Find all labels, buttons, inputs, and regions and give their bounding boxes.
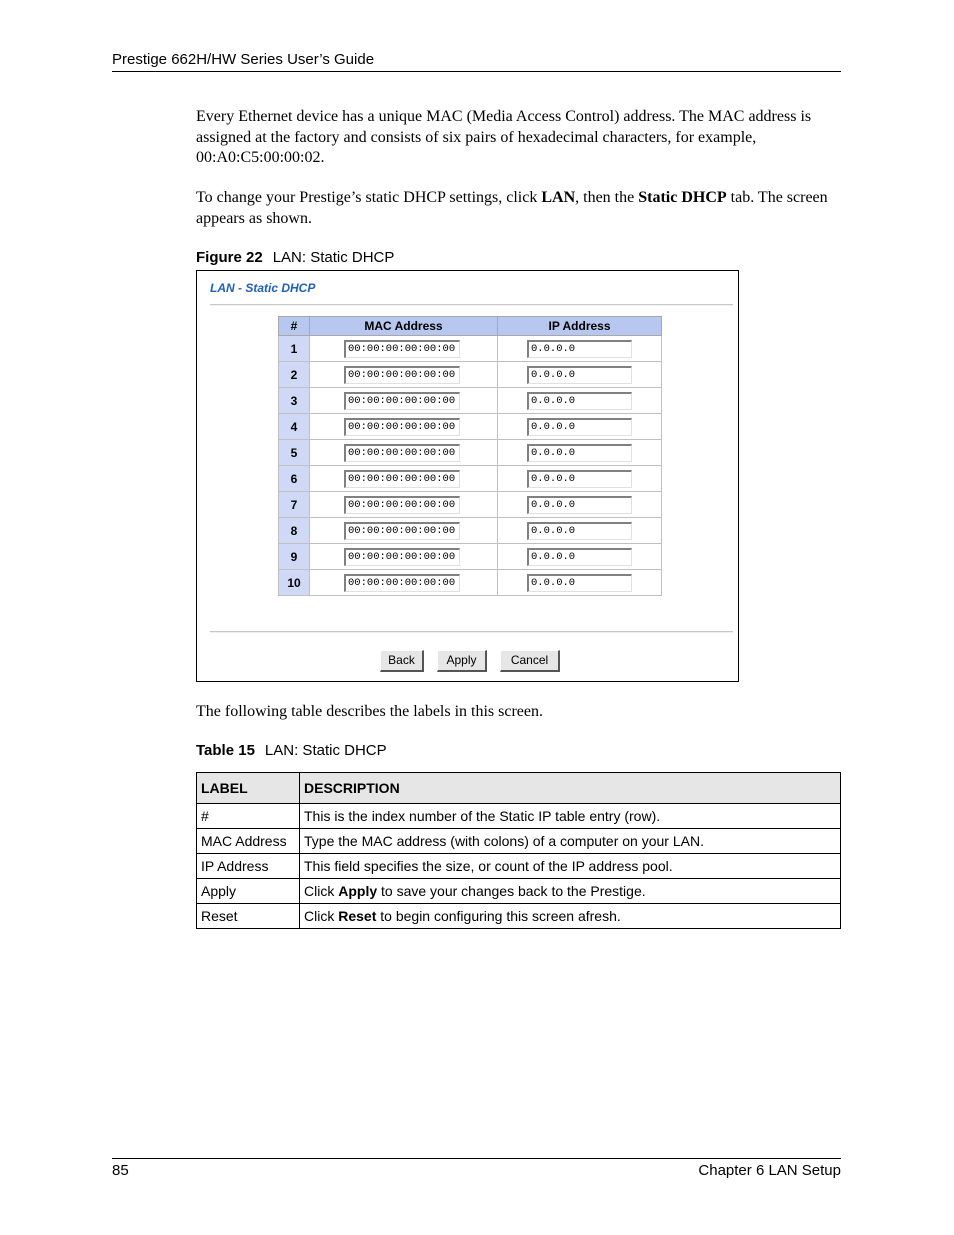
table-caption-text: LAN: Static DHCP	[264, 742, 387, 759]
figure-caption-text: LAN: Static DHCP	[272, 249, 395, 266]
table-row	[279, 440, 662, 466]
ip-cell	[498, 492, 662, 518]
mac-address-input[interactable]: 00:00:00:00:00:00	[344, 366, 460, 384]
label-cell: IP Address	[197, 854, 300, 879]
table-row	[279, 414, 662, 440]
figure-label: Figure 22	[196, 249, 263, 266]
mac-cell	[310, 518, 498, 544]
description-cell	[300, 854, 841, 879]
col-mac-header: MAC Address	[310, 317, 498, 336]
page-number: 85	[112, 1162, 129, 1179]
table-row	[197, 829, 841, 854]
text-run: to begin configuring this screen afresh.	[376, 908, 621, 924]
mac-cell	[310, 388, 498, 414]
label-cell: #	[197, 804, 300, 829]
ip-address-input[interactable]: 0.0.0.0	[527, 340, 632, 358]
mac-cell	[310, 492, 498, 518]
table-row	[279, 362, 662, 388]
cancel-button[interactable]: Cancel	[500, 650, 560, 672]
label-cell: Reset	[197, 904, 300, 929]
static-dhcp-header-row	[279, 317, 662, 336]
row-index: 2	[279, 362, 310, 388]
ip-cell	[498, 414, 662, 440]
row-index: 4	[279, 414, 310, 440]
col-index-header: #	[279, 317, 310, 336]
title-divider	[210, 304, 733, 306]
running-header: Prestige 662H/HW Series User’s Guide	[112, 51, 375, 68]
ip-address-input[interactable]: 0.0.0.0	[527, 548, 632, 566]
mac-cell	[310, 336, 498, 362]
table-row	[197, 854, 841, 879]
mac-address-input[interactable]: 00:00:00:00:00:00	[344, 574, 460, 592]
mac-cell	[310, 414, 498, 440]
text-run: This field specifies the size, or count of the IP address pool.	[304, 858, 673, 874]
text-run: , then the	[575, 189, 639, 206]
bold-term: Reset	[338, 908, 377, 924]
mac-cell	[310, 466, 498, 492]
ip-cell	[498, 388, 662, 414]
back-button[interactable]: Back	[380, 650, 424, 672]
table-row	[279, 518, 662, 544]
table-label: Table 15	[196, 742, 255, 759]
description-cell	[300, 904, 841, 929]
col-ip-header: IP Address	[498, 317, 662, 336]
ip-cell	[498, 544, 662, 570]
ip-address-input[interactable]: 0.0.0.0	[527, 444, 632, 462]
description-cell	[300, 829, 841, 854]
screen-title: LAN - Static DHCP	[210, 281, 316, 295]
chapter-title: Chapter 6 LAN Setup	[698, 1162, 841, 1179]
description-col-header: DESCRIPTION	[300, 773, 841, 804]
table-row	[279, 570, 662, 596]
mac-address-input[interactable]: 00:00:00:00:00:00	[344, 444, 460, 462]
text-run: To change your Prestige’s static DHCP settings, click	[196, 189, 542, 206]
text-run: to save your changes back to the Prestige.	[377, 883, 646, 899]
ip-cell	[498, 362, 662, 388]
description-cell	[300, 804, 841, 829]
mac-address-input[interactable]: 00:00:00:00:00:00	[344, 470, 460, 488]
row-index: 10	[279, 570, 310, 596]
ip-cell	[498, 466, 662, 492]
table-row	[279, 466, 662, 492]
mac-cell	[310, 544, 498, 570]
ip-cell	[498, 518, 662, 544]
static-dhcp-term: Static DHCP	[638, 189, 727, 206]
footer-rule	[112, 1158, 841, 1159]
table-row	[197, 879, 841, 904]
mac-address-input[interactable]: 00:00:00:00:00:00	[344, 522, 460, 540]
figure-caption	[196, 249, 394, 266]
mac-address-input[interactable]: 00:00:00:00:00:00	[344, 548, 460, 566]
desc-header-row	[197, 773, 841, 804]
row-index: 5	[279, 440, 310, 466]
apply-button[interactable]: Apply	[437, 650, 487, 672]
ip-address-input[interactable]: 0.0.0.0	[527, 574, 632, 592]
table-caption	[196, 742, 387, 759]
screen-figure	[196, 270, 739, 682]
ip-address-input[interactable]: 0.0.0.0	[527, 392, 632, 410]
description-cell	[300, 879, 841, 904]
label-cell: MAC Address	[197, 829, 300, 854]
ip-cell	[498, 570, 662, 596]
mac-address-input[interactable]: 00:00:00:00:00:00	[344, 340, 460, 358]
mac-cell	[310, 362, 498, 388]
row-index: 8	[279, 518, 310, 544]
table-row	[279, 492, 662, 518]
lan-term: LAN	[541, 189, 576, 206]
ip-address-input[interactable]: 0.0.0.0	[527, 418, 632, 436]
mac-address-input[interactable]: 00:00:00:00:00:00	[344, 418, 460, 436]
text-run: Type the MAC address (with colons) of a computer on your LAN.	[304, 833, 704, 849]
label-cell: Apply	[197, 879, 300, 904]
label-col-header: LABEL	[197, 773, 300, 804]
text-run: Click	[304, 908, 339, 924]
row-index: 1	[279, 336, 310, 362]
mac-cell	[310, 440, 498, 466]
mac-cell	[310, 570, 498, 596]
button-divider	[210, 631, 733, 633]
ip-address-input[interactable]: 0.0.0.0	[527, 496, 632, 514]
table-row	[279, 544, 662, 570]
table-intro-paragraph: The following table describes the labels in this screen.	[196, 703, 544, 720]
row-index: 3	[279, 388, 310, 414]
label-description-table	[196, 772, 841, 929]
instruction-paragraph	[196, 188, 846, 229]
mac-address-input[interactable]: 00:00:00:00:00:00	[344, 392, 460, 410]
row-index: 9	[279, 544, 310, 570]
bold-term: Apply	[338, 883, 378, 899]
text-run: This is the index number of the Static IP table entry (row).	[304, 808, 661, 824]
ip-cell	[498, 336, 662, 362]
mac-address-input[interactable]: 00:00:00:00:00:00	[344, 496, 460, 514]
ip-address-input[interactable]: 0.0.0.0	[527, 522, 632, 540]
text-run: Click	[304, 883, 339, 899]
ip-address-input[interactable]: 0.0.0.0	[527, 470, 632, 488]
row-index: 6	[279, 466, 310, 492]
row-index: 7	[279, 492, 310, 518]
intro-paragraph: Every Ethernet device has a unique MAC (Media Access Control) address. The MAC address is assigned at the factory and consists of six pairs of hexadecimal characters, for example, 00:A0:C5:00:00:02.	[196, 108, 812, 166]
text-run: tab. The screen appears as shown.	[196, 189, 828, 227]
table-row	[279, 336, 662, 362]
ip-cell	[498, 440, 662, 466]
ip-address-input[interactable]: 0.0.0.0	[527, 366, 632, 384]
header-rule	[112, 71, 841, 72]
static-dhcp-table	[278, 316, 662, 596]
table-row	[279, 388, 662, 414]
table-row	[197, 804, 841, 829]
table-row	[197, 904, 841, 929]
